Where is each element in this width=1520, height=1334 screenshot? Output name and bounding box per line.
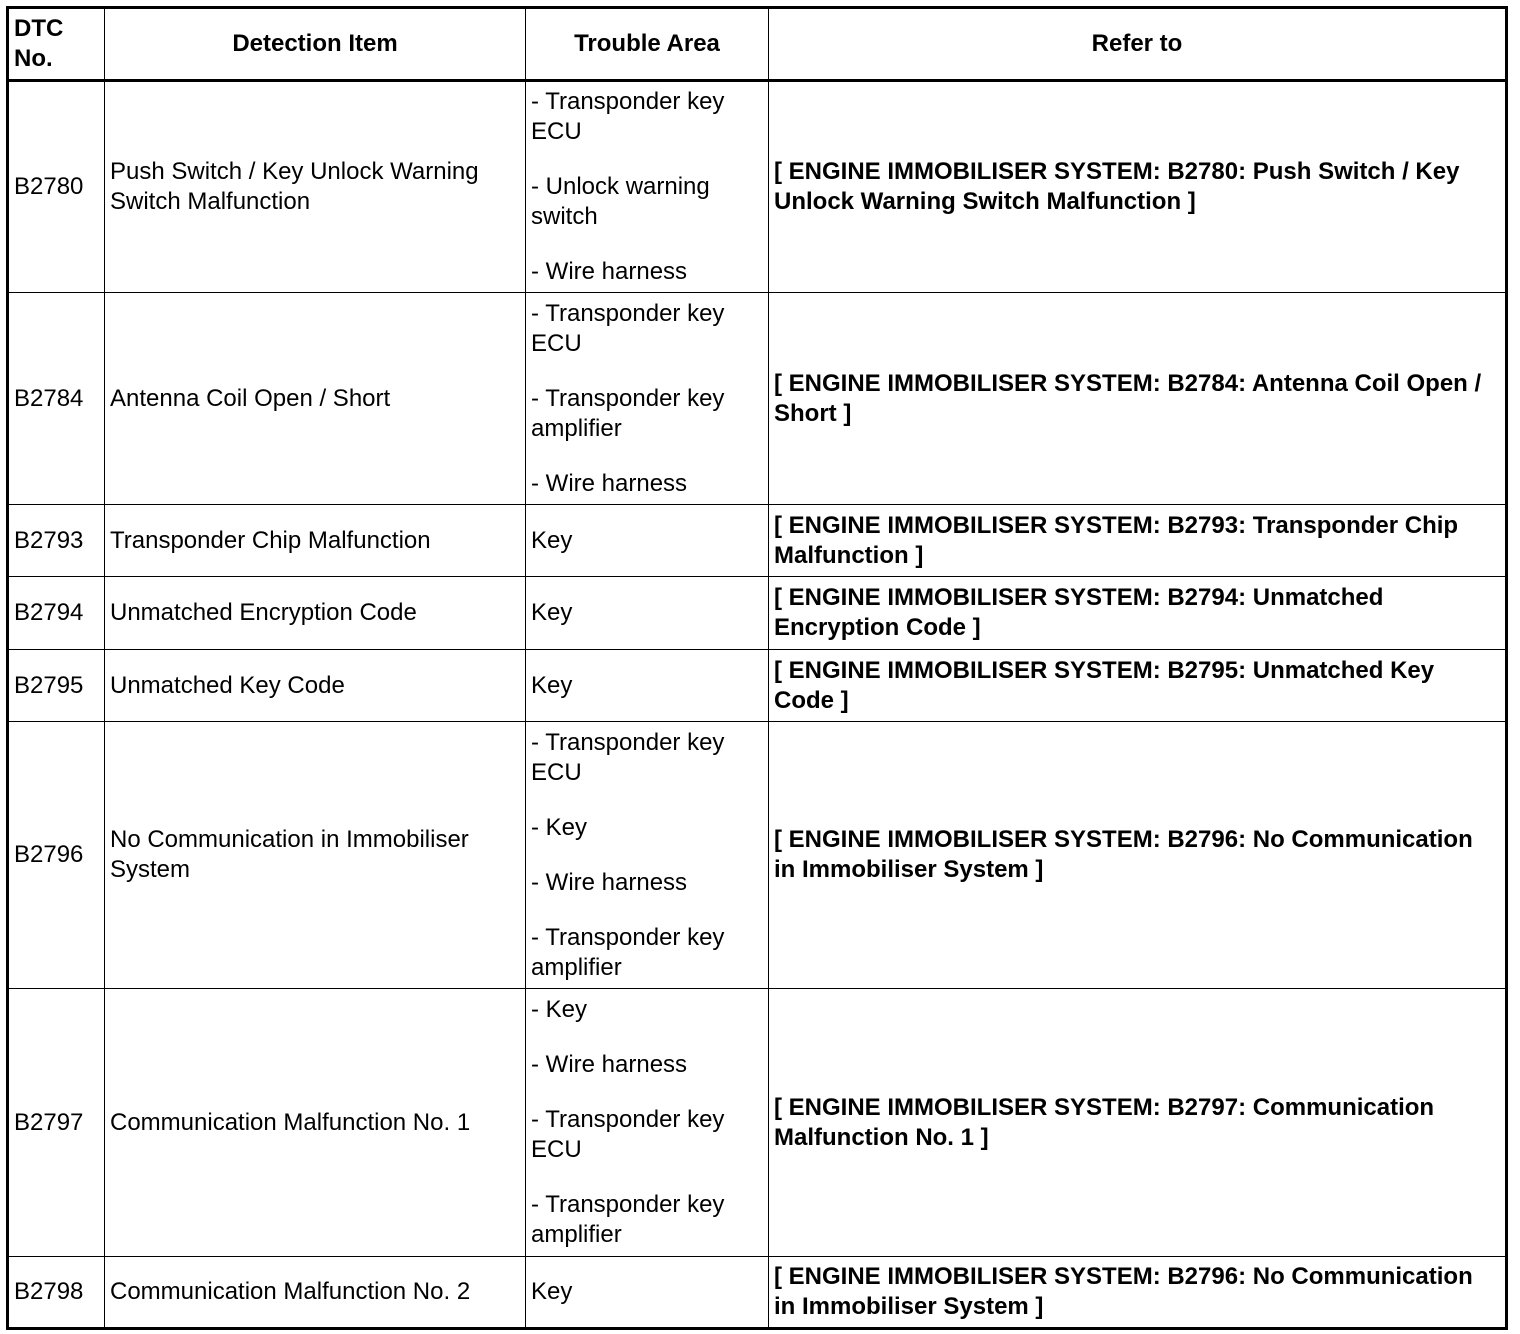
dtc-code: B2798	[8, 1257, 105, 1329]
table-row	[8, 722, 1507, 989]
refer-to-link[interactable]: [ ENGINE IMMOBILISER SYSTEM: B2784: Antenna Coil Open / Short ]	[769, 293, 1507, 505]
table-row	[8, 650, 1507, 722]
dtc-code: B2797	[8, 989, 105, 1257]
trouble-area	[526, 293, 769, 505]
dtc-code: B2784	[8, 293, 105, 505]
refer-to-link[interactable]: [ ENGINE IMMOBILISER SYSTEM: B2795: Unmatched Key Code ]	[769, 650, 1507, 722]
detection-item: Transponder Chip Malfunction	[105, 505, 526, 577]
trouble-area-item: - Wire harness	[531, 868, 688, 896]
trouble-area-item: Key	[526, 577, 769, 650]
trouble-area-item: - Transponder key amplifier	[531, 923, 725, 981]
trouble-area-item: - Transponder key ECU	[531, 299, 725, 357]
trouble-area-item: - Transponder key amplifier	[531, 384, 725, 442]
trouble-area-item: - Transponder key amplifier	[531, 1191, 725, 1248]
trouble-area	[526, 81, 769, 293]
trouble-area-item: - Unlock warning switch	[531, 173, 710, 230]
trouble-area-list	[531, 995, 763, 1250]
refer-to-link[interactable]: [ ENGINE IMMOBILISER SYSTEM: B2796: No Communication in Immobiliser System ]	[769, 1257, 1507, 1329]
header-detection-item: Detection Item	[105, 8, 526, 81]
trouble-area	[526, 989, 769, 1257]
refer-to-link[interactable]: [ ENGINE IMMOBILISER SYSTEM: B2797: Communication Malfunction No. 1 ]	[769, 989, 1507, 1257]
trouble-area-item: - Wire harness	[531, 469, 688, 497]
trouble-area-item: - Transponder key ECU	[531, 1106, 725, 1163]
trouble-area-item: - Wire harness	[531, 258, 688, 285]
table-row	[8, 81, 1507, 293]
table-row	[8, 505, 1507, 577]
trouble-area-item: - Transponder key ECU	[531, 88, 725, 145]
trouble-area-item: - Wire harness	[531, 1051, 688, 1078]
trouble-area-item: Key	[526, 1257, 769, 1329]
detection-item: Communication Malfunction No. 2	[105, 1257, 526, 1329]
detection-item: Unmatched Key Code	[105, 650, 526, 722]
detection-item: No Communication in Immobiliser System	[105, 722, 526, 989]
table-row	[8, 989, 1507, 1257]
table-row	[8, 1257, 1507, 1329]
dtc-code: B2795	[8, 650, 105, 722]
trouble-area-item: - Key	[531, 996, 588, 1023]
dtc-code: B2794	[8, 577, 105, 650]
trouble-area-item: - Key	[531, 813, 588, 841]
detection-item: Antenna Coil Open / Short	[105, 293, 526, 505]
trouble-area-list	[531, 299, 763, 499]
trouble-area-item: Key	[526, 505, 769, 577]
header-dtc-no: DTC No.	[8, 8, 105, 81]
refer-to-link[interactable]: [ ENGINE IMMOBILISER SYSTEM: B2793: Transponder Chip Malfunction ]	[769, 505, 1507, 577]
refer-to-link[interactable]: [ ENGINE IMMOBILISER SYSTEM: B2780: Push Switch / Key Unlock Warning Switch Malfunction ]	[769, 81, 1507, 293]
detection-item: Communication Malfunction No. 1	[105, 989, 526, 1257]
header-refer-to: Refer to	[769, 8, 1507, 81]
detection-item: Unmatched Encryption Code	[105, 577, 526, 650]
header-row	[8, 8, 1507, 81]
dtc-code: B2796	[8, 722, 105, 989]
trouble-area-list	[531, 728, 763, 983]
table-row	[8, 293, 1507, 505]
trouble-area-item: Key	[526, 650, 769, 722]
trouble-area	[526, 722, 769, 989]
refer-to-link[interactable]: [ ENGINE IMMOBILISER SYSTEM: B2796: No Communication in Immobiliser System ]	[769, 722, 1507, 989]
refer-to-link[interactable]: [ ENGINE IMMOBILISER SYSTEM: B2794: Unmatched Encryption Code ]	[769, 577, 1507, 650]
trouble-area-item: - Transponder key ECU	[531, 728, 725, 786]
dtc-code: B2780	[8, 81, 105, 293]
detection-item: Push Switch / Key Unlock Warning Switch Malfunction	[105, 81, 526, 293]
header-trouble-area: Trouble Area	[526, 8, 769, 81]
table-row	[8, 577, 1507, 650]
dtc-code: B2793	[8, 505, 105, 577]
trouble-area-list	[531, 87, 763, 287]
dtc-table	[6, 6, 1508, 1330]
